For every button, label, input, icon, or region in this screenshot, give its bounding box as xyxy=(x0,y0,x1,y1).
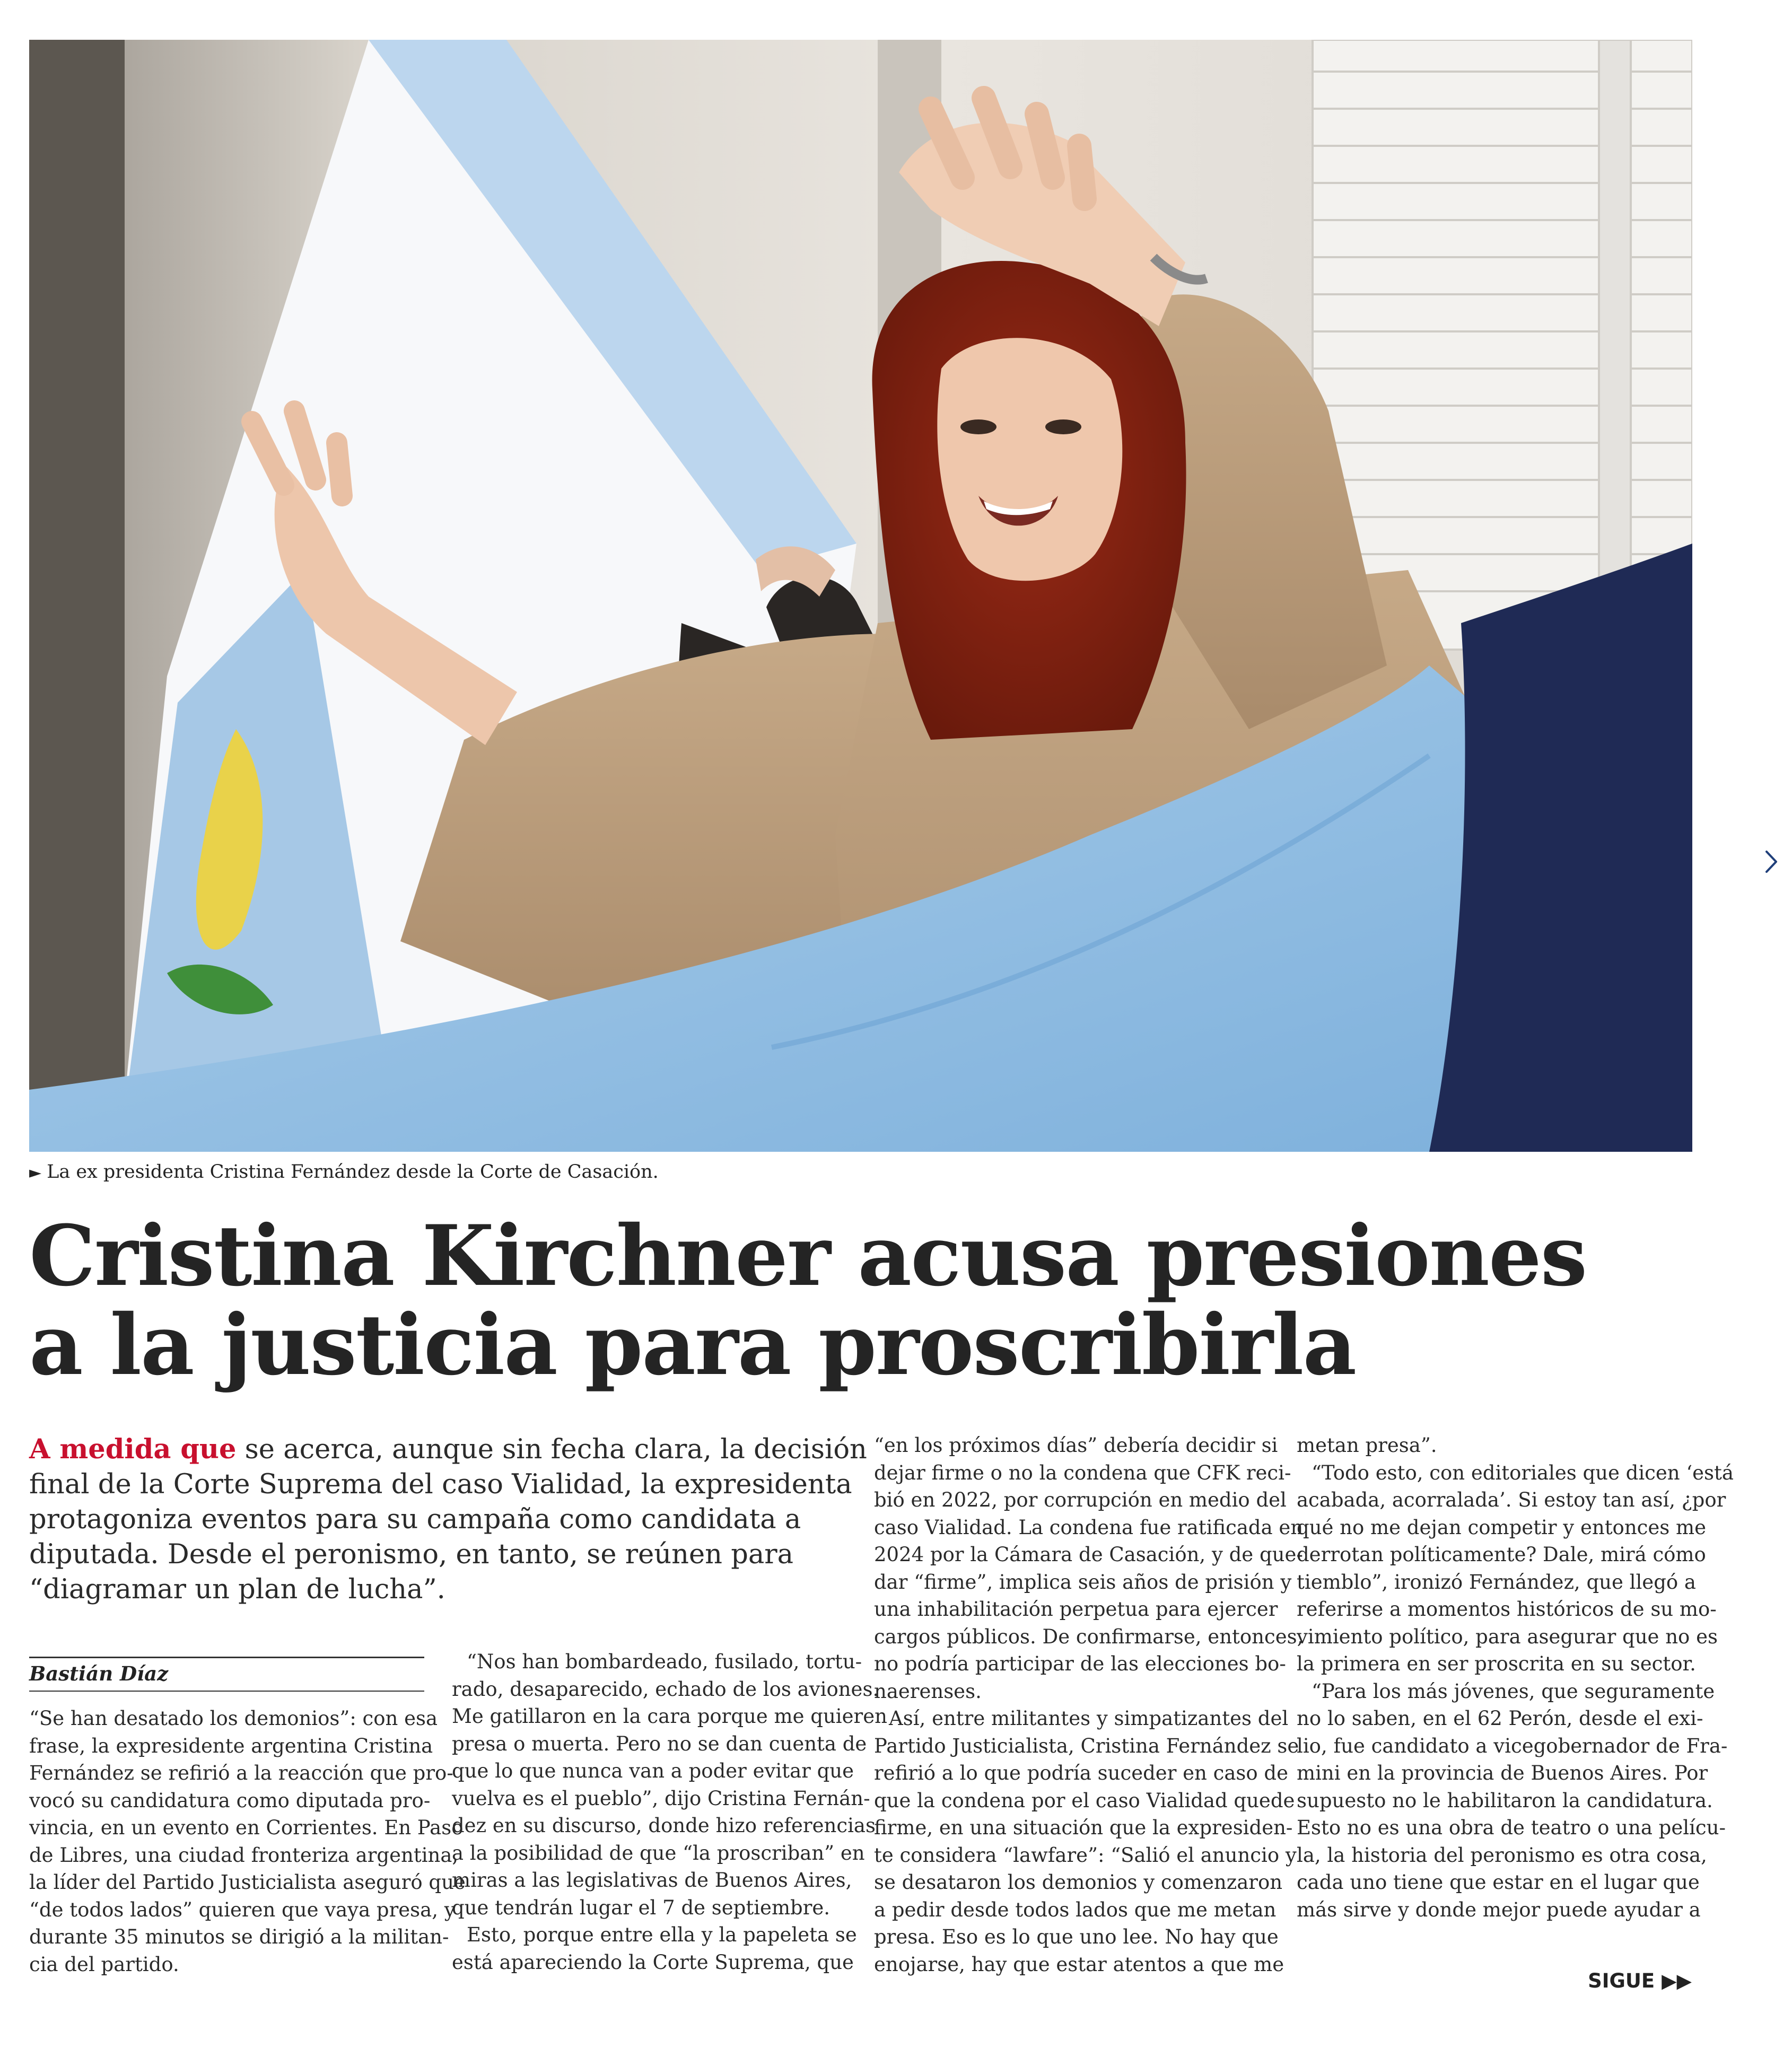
continue-marker: SIGUE ▶▶ xyxy=(1588,1969,1692,1992)
lead-line-text: se acerca, aunque sin fecha clara, la decisión xyxy=(236,1434,867,1465)
caption-marker-icon: ► xyxy=(29,1163,42,1182)
headline-line-1: Cristina Kirchner acusa presiones xyxy=(29,1207,1587,1305)
text-line: caso Vialidad. La condena fue ratificada en xyxy=(874,1516,1304,1539)
lead-line xyxy=(29,1432,867,1467)
text-line: “en los próximos días” debería decidir si xyxy=(874,1434,1278,1457)
text-line: qué no me dejan competir y entonces me xyxy=(1297,1516,1707,1539)
text-line: vimiento político, para asegurar que no es xyxy=(1297,1625,1718,1648)
lead-line: “diagramar un plan de lucha”. xyxy=(29,1574,445,1605)
text-line: Me gatillaron en la cara porque me quieren xyxy=(452,1705,887,1728)
text-line: está apareciendo la Corte Suprema, que xyxy=(452,1950,854,1974)
text-line: presa o muerta. Pero no se dan cuenta de xyxy=(452,1732,867,1755)
text-line: que la condena por el caso Vialidad quede xyxy=(874,1789,1295,1812)
text-line: de Libres, una ciudad fronteriza argentina, xyxy=(29,1843,459,1867)
photo-caption xyxy=(29,1159,1692,1185)
text-line: no lo saben, en el 62 Perón, desde el exi- xyxy=(1297,1707,1703,1730)
text-line: Partido Justicialista, Cristina Fernández se xyxy=(874,1734,1299,1757)
article-column-1 xyxy=(29,1705,466,1978)
text-line: firme, en una situación que la expresiden- xyxy=(874,1816,1293,1839)
headline-line-2: a la justicia para proscribirla xyxy=(29,1297,1356,1394)
text-line: una inhabilitación perpetua para ejercer xyxy=(874,1598,1278,1621)
text-line: “Nos han bombardeado, fusilado, tortu- xyxy=(467,1650,862,1673)
text-line: dejar firme o no la condena que CFK reci- xyxy=(874,1461,1291,1484)
headline xyxy=(29,1207,1587,1394)
text-line: Fernández se refirió a la reacción que pro- xyxy=(29,1762,453,1784)
text-line: 2024 por la Cámara de Casación, y de que- xyxy=(874,1543,1303,1566)
byline-top-rule xyxy=(29,1657,424,1658)
caption-text: La ex presidenta Cristina Fernández desde la Corte de Casación. xyxy=(47,1161,659,1183)
text-line: te considera “lawfare”: “Salió el anuncio y xyxy=(874,1843,1297,1867)
text-line: durante 35 minutos se dirigió a la militan- xyxy=(29,1925,449,1948)
text-line: mini en la provincia de Buenos Aires. Por xyxy=(1297,1762,1708,1784)
lead-line: final de la Corte Suprema del caso Vialidad, la expresidenta xyxy=(29,1469,852,1500)
text-line: metan presa”. xyxy=(1297,1434,1437,1457)
article-photo xyxy=(29,40,1692,1152)
article-column-2 xyxy=(452,1648,887,1976)
text-line: rado, desaparecido, echado de los aviones. xyxy=(452,1677,879,1701)
text-line: Esto no es una obra de teatro o una pelícu- xyxy=(1297,1816,1726,1839)
text-line: la primera en ser proscrita en su sector. xyxy=(1297,1652,1696,1675)
text-line: vincia, en un evento en Corrientes. En Paso xyxy=(29,1816,464,1839)
text-line: Así, entre militantes y simpatizantes del xyxy=(889,1707,1289,1730)
text-line: a la posibilidad de que “la proscriban” en xyxy=(452,1841,865,1864)
text-line: no podría participar de las elecciones bo- xyxy=(874,1652,1286,1675)
text-line: dar “firme”, implica seis años de prisión y xyxy=(874,1570,1292,1594)
text-line: miras a las legislativas de Buenos Aires, xyxy=(452,1869,852,1892)
byline: Bastián Díaz xyxy=(29,1662,169,1685)
text-line: vuelva es el pueblo”, dijo Cristina Fernán- xyxy=(452,1787,870,1810)
text-line: vocó su candidatura como diputada pro- xyxy=(29,1789,431,1812)
text-line: refirió a lo que podría suceder en caso de xyxy=(874,1762,1289,1784)
text-line: más sirve y donde mejor puede ayudar a xyxy=(1297,1898,1701,1921)
chevron-right-icon xyxy=(1763,848,1779,875)
text-line: “Se han desatado los demonios”: con esa xyxy=(29,1707,438,1730)
text-line: “Para los más jóvenes, que seguramente xyxy=(1312,1679,1715,1703)
text-line: lio, fue candidato a vicegobernador de Fra- xyxy=(1297,1734,1728,1757)
article-column-4 xyxy=(1297,1432,1734,1923)
text-line: a pedir desde todos lados que me metan xyxy=(874,1898,1277,1921)
text-line: supuesto no le habilitaron la candidatura. xyxy=(1297,1789,1713,1812)
lead-paragraph xyxy=(29,1432,867,1607)
lead-line: diputada. Desde el peronismo, en tanto, se reúnen para xyxy=(29,1539,794,1570)
lead-line: protagoniza eventos para su campaña como candidata a xyxy=(29,1504,801,1535)
text-line: acabada, acorralada’. Si estoy tan así, ¿por xyxy=(1297,1489,1726,1511)
text-line: naerenses. xyxy=(874,1679,982,1703)
text-line: enojarse, hay que estar atentos a que me xyxy=(874,1953,1284,1976)
text-line: la, la historia del peronismo es otra cosa, xyxy=(1297,1843,1707,1867)
text-line: “de todos lados” quieren que vaya presa, y xyxy=(29,1898,456,1921)
text-line: derrotan políticamente? Dale, mirá cómo xyxy=(1297,1543,1706,1566)
text-line: cada uno tiene que estar en el lugar que xyxy=(1297,1871,1700,1894)
text-line: que tendrán lugar el 7 de septiembre. xyxy=(452,1896,831,1919)
text-line: referirse a momentos históricos de su mo- xyxy=(1297,1598,1717,1621)
text-line: que lo que nunca van a poder evitar que xyxy=(452,1759,854,1782)
text-line: la líder del Partido Justicialista aseguró que xyxy=(29,1871,466,1894)
text-line: “Todo esto, con editoriales que dicen ‘está xyxy=(1312,1461,1734,1484)
text-line: cargos públicos. De confirmarse, entonces, xyxy=(874,1625,1304,1648)
text-line: dez en su discurso, donde hizo referencias xyxy=(452,1814,876,1837)
text-line: se desataron los demonios y comenzaron xyxy=(874,1871,1283,1894)
lead-kicker: A medida que xyxy=(29,1433,237,1465)
text-line: bió en 2022, por corrupción en medio del xyxy=(874,1489,1287,1511)
article-column-3 xyxy=(874,1432,1304,1978)
text-line: presa. Eso es lo que uno lee. No hay que xyxy=(874,1925,1279,1948)
byline-bottom-rule xyxy=(29,1691,424,1692)
text-line: frase, la expresidente argentina Cristina xyxy=(29,1734,433,1757)
text-line: tiemblo”, ironizó Fernández, que llegó a xyxy=(1297,1570,1696,1594)
text-line: Esto, porque entre ella y la papeleta se xyxy=(467,1923,857,1946)
next-page-button[interactable] xyxy=(1758,843,1785,880)
text-line: cia del partido. xyxy=(29,1953,179,1976)
